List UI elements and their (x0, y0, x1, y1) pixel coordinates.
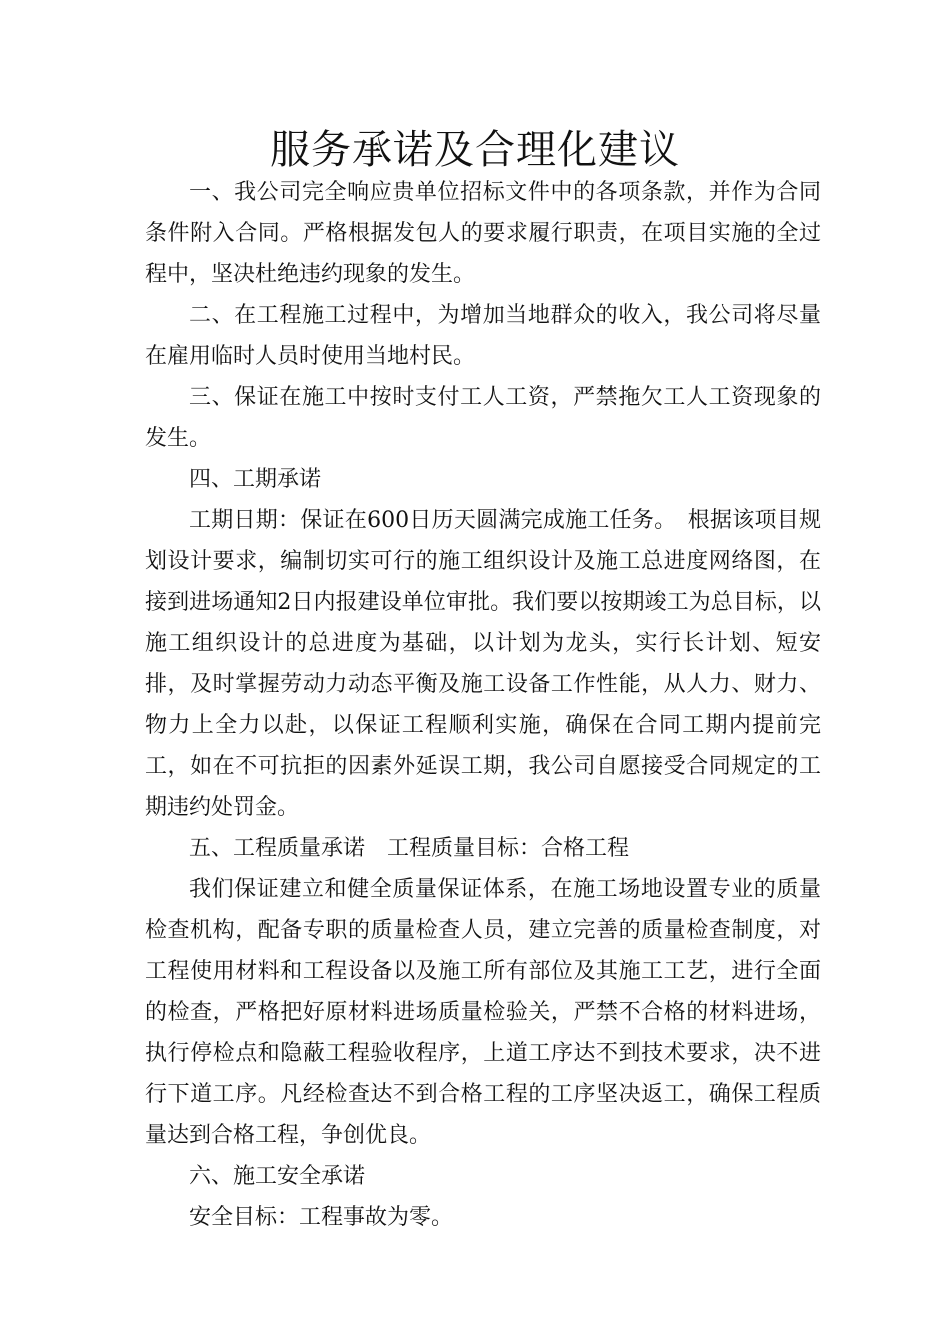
paragraph-schedule-detail: 工期日期：保证在600日历天圆满完成施工任务。 根据该项目规划设计要求，编制切实可行的施工组织设计及施工总进度网络图，在接到进场通知2日内报建设单位审批。我们要以按期竣工为总目标，以施工组织设计的总进度为基础，以计划为龙头，实行长计划、短安排，及时掌握劳动力动态平衡及施工设备工作性能，从人力、财力、物力上全力以赴，以保证工程顺利实施，确保在合同工期内提前完工，如在不可抗拒的因素外延误工期，我公司自愿接受合同规定的工期违约处罚金。 (145, 508, 821, 820)
document-title: 服务承诺及合理化建议 (270, 127, 680, 173)
paragraph-commitment-3: 三、保证在施工中按时支付工人工资，严禁拖欠工人工资现象的发生。 (145, 385, 821, 451)
document-body (145, 172, 821, 1238)
paragraph-safety-goal: 安全目标：工程事故为零。 (189, 1205, 454, 1230)
paragraph-commitment-1: 一、我公司完全响应贵单位招标文件中的各项条款，并作为合同条件附入合同。严格根据发包人的要求履行职责，在项目实施的全过程中，坚决杜绝违约现象的发生。 (145, 180, 821, 287)
paragraph-commitment-2: 二、在工程施工过程中，为增加当地群众的收入，我公司将尽量在雇用临时人员时使用当地村民。 (145, 303, 821, 369)
heading-quality-commitment: 五、工程质量承诺 工程质量目标：合格工程 (189, 836, 630, 861)
heading-schedule-commitment: 四、工期承诺 (189, 467, 322, 492)
paragraph-quality-detail: 我们保证建立和健全质量保证体系，在施工场地设置专业的质量检查机构，配备专职的质量检查人员，建立完善的质量检查制度，对工程使用材料和工程设备以及施工所有部位及其施工工艺，进行全面的检查，严格把好原材料进场质量检验关，严禁不合格的材料进场，执行停检点和隐蔽工程验收程序，上道工序达不到技术要求，决不进行下道工序。凡经检查达不到合格工程的工序坚决返工，确保工程质量达到合格工程，争创优良。 (145, 877, 821, 1148)
heading-safety-commitment: 六、施工安全承诺 (189, 1164, 366, 1189)
